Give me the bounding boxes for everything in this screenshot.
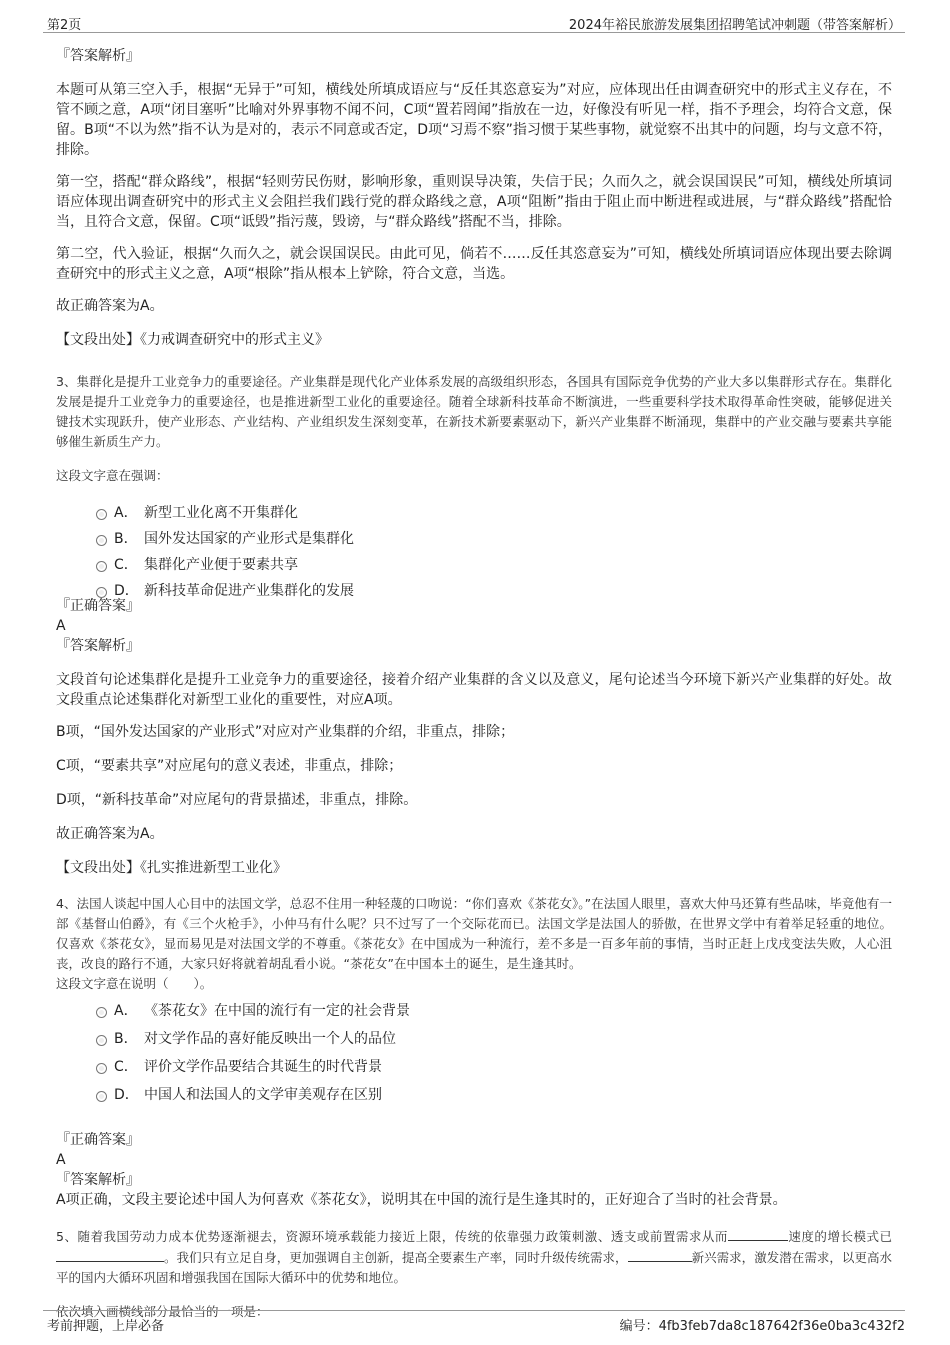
analysis-paragraph: 文段首句论述集群化是提升工业竞争力的重要途径，接着介绍产业集群的含义以及意义，尾句论述当今环境下新兴产业集群的好处。故文段重点论述集群化对新型工业化的重要性，对应A项。 — [56, 672, 892, 708]
option-b[interactable]: B． 对文学作品的喜好能反映出一个人的品位 — [56, 1026, 892, 1054]
option-list — [56, 998, 892, 1110]
option-a[interactable]: A． 新型工业化离不开集群化 — [56, 500, 892, 526]
document-id: 编号：4fb3feb7da8c187642f36e0ba3c432f2 — [619, 1319, 905, 1334]
analysis-marker: 『答案解析』 — [56, 48, 140, 64]
analysis-paragraph: B项，“国外发达国家的产业形式”对应对产业集群的介绍，非重点，排除； — [56, 724, 515, 740]
question-prompt: 依次填入画横线部分最恰当的一项是： — [56, 1304, 269, 1319]
question-text: 3、集群化是提升工业竞争力的重要途径。产业集群是现代化产业体系发展的高级组织形态，各国具有国际竞争优势的产业大多以集群形式存在。集群化发展是提升工业竞争力的重要途径，也是推进新型工业化的重要途径。随着全球新科技革命不断演进，一些重要科学技术取得革命性突破，能够促进关键技术实现跃升，使产业形态、产业结构、产业组织发生深刻变革，在新技术新要素驱动下，新兴产业集群不断涌现，集群中的产业交融与要素共享能够催生新质生产力。 — [56, 374, 892, 449]
correct-answer: A — [56, 1152, 66, 1168]
analysis-paragraph: 第二空，代入验证，根据“久而久之，就会误国误民。由此可见，倘若不……反任其恣意妄为”可知，横线处所填词语应体现出要去除调查研究中的形式主义之意，A项“根除”指从根本上铲除，符合文意，当选。 — [56, 246, 892, 282]
source-citation: 【文段出处】《力戒调查研究中的形式主义》 — [56, 332, 329, 348]
question-prompt: 这段文字意在强调： — [56, 468, 169, 483]
correct-answer-marker: 『正确答案』 — [56, 598, 140, 614]
option-a[interactable]: A． 《茶花女》在中国的流行有一定的社会背景 — [56, 998, 892, 1026]
radio-icon[interactable] — [96, 1091, 107, 1102]
radio-icon[interactable] — [96, 561, 107, 572]
radio-icon[interactable] — [96, 535, 107, 546]
answer-conclusion: 故正确答案为A。 — [56, 298, 164, 314]
document-title: 2024年裕民旅游发展集团招聘笔试冲刺题（带答案解析） — [568, 18, 901, 33]
analysis-paragraph: 第一空，搭配“群众路线”，根据“轻则劳民伤财，影响形象，重则误导决策，失信于民；久而久之，就会误国误民”可知，横线处所填词语应体现出调查研究中的形式主义会阻拦我们践行党的群众路线之意，A项“阻断”指由于阻止而中断进程或进展，与“群众路线”搭配恰当，且符合文意，保留。C项“诋毁”指污蔑，毁谤，与“群众路线”搭配不当，排除。 — [56, 174, 892, 230]
page-header — [43, 10, 905, 33]
fill-blank-2[interactable] — [56, 1247, 164, 1262]
question-prompt: 这段文字意在说明（ ）。 — [56, 976, 213, 991]
analysis-paragraph: D项，“新科技革命”对应尾句的背景描述，非重点，排除。 — [56, 792, 418, 808]
fill-blank-3[interactable] — [628, 1247, 692, 1262]
option-b[interactable]: B． 国外发达国家的产业形式是集群化 — [56, 526, 892, 552]
option-d[interactable]: D． 中国人和法国人的文学审美观存在区别 — [56, 1082, 892, 1110]
page-content — [56, 46, 892, 1322]
correct-answer: A — [56, 618, 66, 634]
option-list — [56, 500, 892, 599]
option-c[interactable]: C． 集群化产业便于要素共享 — [56, 552, 892, 578]
option-d[interactable]: D． 新科技革命促进产业集群化的发展 — [56, 578, 892, 596]
radio-icon[interactable] — [96, 587, 107, 598]
analysis-paragraph: C项，“要素共享”对应尾句的意义表述，非重点，排除； — [56, 758, 403, 774]
radio-icon[interactable] — [96, 1063, 107, 1074]
analysis-marker: 『答案解析』 — [56, 638, 140, 654]
analysis-marker: 『答案解析』 — [56, 1172, 140, 1188]
radio-icon[interactable] — [96, 1035, 107, 1046]
option-c[interactable]: C． 评价文学作品要结合其诞生的时代背景 — [56, 1054, 892, 1082]
source-citation: 【文段出处】《扎实推进新型工业化》 — [56, 860, 287, 876]
radio-icon[interactable] — [96, 1007, 107, 1018]
footer-slogan: 考前押题，上岸必备 — [47, 1319, 165, 1334]
question-text: 5、随着我国劳动力成本优势逐渐褪去，资源环境承载能力接近上限，传统的依靠强力政策刺激、透支或前置需求从而 速度的增长模式已。我们只有立足自身，更加强调自主创新，提高全要素生产率，同时升级传统需求， 新兴需求，激发潜在需求，以更高水平的国内大循环巩固和增强我国在国际大循环中的优势和地位。 — [56, 1226, 892, 1288]
answer-conclusion: 故正确答案为A。 — [56, 826, 164, 842]
analysis-paragraph: 本题可从第三空入手，根据“无异于”可知，横线处所填成语应与“反任其恣意妄为”对应，应体现出任由调查研究中的形式主义存在，不管不顾之意，A项“闭目塞听”比喻对外界事物不闻不问，C项“置若罔闻”指放在一边，好像没有听见一样，指不予理会，均符合文意，保留。B项“不以为然”指不认为是对的，表示不同意或否定，D项“习焉不察”指习惯于某些事物，就觉察不出其中的问题，均与文意不符，排除。 — [56, 82, 892, 158]
page-number: 第2页 — [47, 18, 82, 33]
correct-answer-marker: 『正确答案』 — [56, 1132, 140, 1148]
question-text: 4、法国人谈起中国人心目中的法国文学，总忍不住用一种轻蔑的口吻说：“你们喜欢《茶花女》。”在法国人眼里，喜欢大仲马还算有些品味，毕竟他有一部《基督山伯爵》，有《三个火枪手》，小仲马有什么呢？只不过写了一个交际花而已。法国文学是法国人的骄傲，在世界文学中有着举足轻重的地位。仅喜欢《茶花女》，显而易见是对法国文学的不尊重。《茶花女》在中国成为一种流行，差不多是一百多年前的事情，当时正赶上戊戌变法失败，人心沮丧，改良的路行不通，大家只好将就着胡乱看小说。“茶花女”在中国本土的诞生，是生逢其时。 — [56, 896, 892, 971]
radio-icon[interactable] — [96, 509, 107, 520]
fill-blank-1[interactable] — [728, 1226, 788, 1241]
analysis-paragraph: A项正确，文段主要论述中国人为何喜欢《茶花女》，说明其在中国的流行是生逢其时的，正好迎合了当时的社会背景。 — [56, 1192, 787, 1208]
